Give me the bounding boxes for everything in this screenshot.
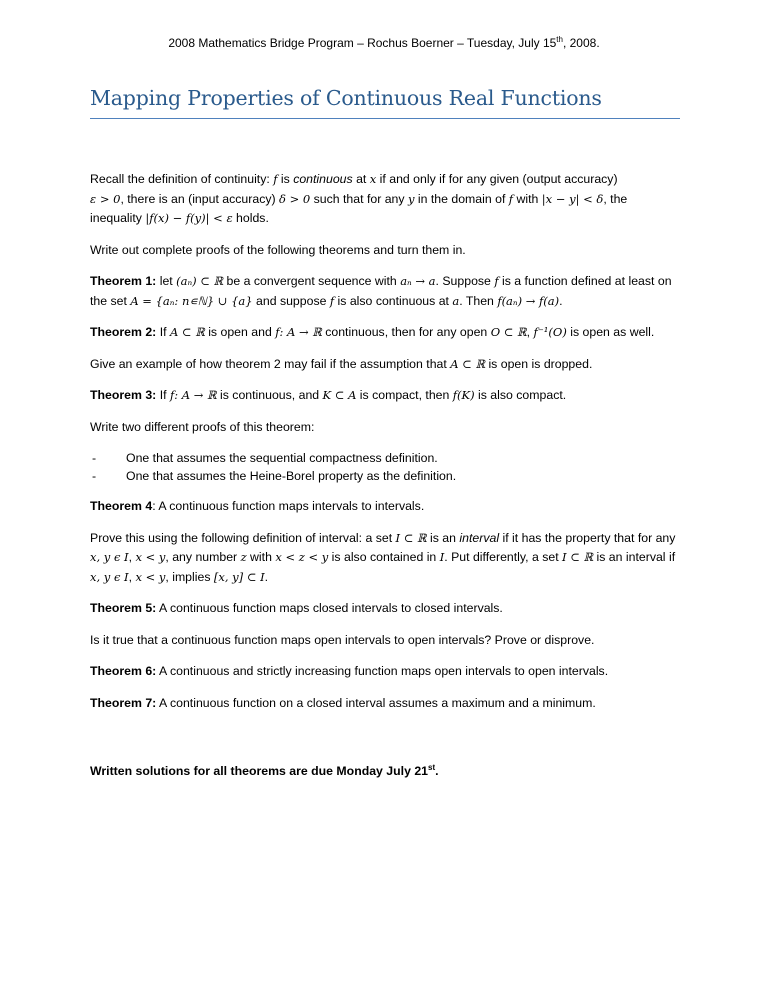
math: ε > 0 <box>90 191 121 206</box>
due-date-note <box>90 764 439 778</box>
list-item <box>90 449 680 467</box>
list-item <box>90 467 680 485</box>
text: is compact, then <box>356 388 453 402</box>
text: : A continuous function maps intervals to intervals. <box>152 499 425 513</box>
text: such that for any <box>310 191 408 206</box>
theorem-1 <box>90 272 680 311</box>
theorem-label: Theorem 1: <box>90 274 157 288</box>
theorem-4 <box>90 497 680 517</box>
text: . <box>559 293 563 308</box>
math: A ⊂ ℝ <box>450 356 486 371</box>
math: y <box>407 191 415 206</box>
text: is open and <box>204 325 276 339</box>
math: f <box>508 191 514 206</box>
math: f⁻¹(O) <box>533 325 567 339</box>
math: K ⊂ A <box>322 388 357 402</box>
math: I ⊂ ℝ <box>562 550 594 564</box>
text: If <box>156 325 170 339</box>
text: is also compact. <box>474 388 567 402</box>
text: A continuous and strictly increasing function maps open intervals to open intervals. <box>156 664 609 678</box>
page-header <box>0 36 768 50</box>
theorem-2 <box>90 323 680 343</box>
math: x, y ϵ I <box>90 569 129 584</box>
text: , there is an (input accuracy) <box>120 191 280 206</box>
text: , any number <box>165 550 241 564</box>
math: aₙ → a <box>400 274 436 288</box>
document-body <box>90 170 680 725</box>
theorem-6 <box>90 662 680 682</box>
theorem-5 <box>90 599 680 619</box>
text: . Put differently, a set <box>444 550 563 564</box>
due-superscript: st <box>428 762 436 772</box>
math: f <box>329 293 335 308</box>
theorem-label: Theorem 4 <box>90 499 153 513</box>
text: is open as well. <box>566 325 655 339</box>
header-text: 2008 Mathematics Bridge Program – Rochus Boerner – Tuesday, July 15 <box>168 36 557 50</box>
text: is a function defined at least on the set <box>90 274 672 308</box>
math: x < z < y <box>275 550 329 564</box>
text: , <box>128 550 136 564</box>
text: A continuous function on a closed interval assumes a maximum and a minimum. <box>156 695 596 710</box>
text: with <box>513 191 542 206</box>
emphasis: continuous <box>293 172 353 186</box>
math: x, y ϵ I <box>90 550 129 564</box>
math: f: A → ℝ <box>275 325 322 339</box>
text: continuous, then for any open <box>321 325 491 339</box>
continuity-definition <box>90 170 680 229</box>
math: A = {aₙ: n∊ℕ} ∪ {a} <box>130 293 253 308</box>
text: Give an example of how theorem 2 may fail if the assumption that <box>90 356 451 371</box>
two-proofs-intro: Write two different proofs of this theorem: <box>90 419 315 434</box>
text: if and only if for any given (output accuracy) <box>376 172 618 186</box>
text: , <box>128 569 136 584</box>
math: I ⊂ ℝ <box>395 530 427 545</box>
math: f(K) <box>452 388 475 402</box>
text: in the domain of <box>414 191 509 206</box>
list-item-text: One that assumes the Heine-Borel property as the definition. <box>126 469 457 483</box>
text: If <box>156 388 170 402</box>
text: is <box>277 172 294 186</box>
text: with <box>246 550 276 564</box>
header-text-end: , 2008. <box>562 36 600 50</box>
text: A continuous function maps closed intervals to closed intervals. <box>156 601 503 615</box>
example-prompt <box>90 355 680 375</box>
header-superscript: th <box>556 35 563 44</box>
text: , <box>526 325 534 339</box>
proof-list <box>90 449 680 485</box>
theorem-7 <box>90 694 680 714</box>
text: be a convergent sequence with <box>223 274 401 288</box>
theorem-label: Theorem 5: <box>90 601 157 615</box>
math: a <box>452 293 460 308</box>
text: Recall the definition of continuity: <box>90 172 274 186</box>
text: let <box>156 274 177 288</box>
open-interval-question: Is it true that a continuous function maps open intervals to open intervals? Prove or disprove. <box>90 632 595 647</box>
dash-bullet: - <box>92 451 97 465</box>
instruction-text: Write out complete proofs of the following theorems and turn them in. <box>90 242 466 257</box>
text: Prove this using the following definition of interval: a set <box>90 530 396 545</box>
math: f(aₙ) → f(a) <box>497 293 560 308</box>
text: is also continuous at <box>334 293 453 308</box>
text: , implies <box>165 569 214 584</box>
text: holds. <box>232 211 269 225</box>
math: x <box>369 172 377 186</box>
text: is also contained in <box>328 550 440 564</box>
text: . Suppose <box>435 274 495 288</box>
due-text: Written solutions for all theorems are due Monday July 21 <box>90 764 429 778</box>
theorem-label: Theorem 2: <box>90 325 157 339</box>
text: . Then <box>459 293 498 308</box>
dash-bullet: - <box>92 469 97 483</box>
math: |f(x) − f(y)| < ε <box>145 211 233 225</box>
text: , the inequality <box>90 191 628 225</box>
theorem-label: Theorem 7: <box>90 695 157 710</box>
title-underline <box>90 118 680 119</box>
math: x < y <box>135 569 166 584</box>
emphasis: interval <box>459 530 500 545</box>
due-end: . <box>435 764 439 778</box>
text: is an <box>426 530 460 545</box>
page-title: Mapping Properties of Continuous Real Functions <box>90 86 602 110</box>
math: f <box>494 274 499 288</box>
list-item-text: One that assumes the sequential compactness definition. <box>126 451 438 465</box>
math: z <box>240 550 247 564</box>
math: |x − y| < δ <box>541 191 604 206</box>
math: O ⊂ ℝ <box>490 325 527 339</box>
text: . <box>264 569 269 584</box>
text: and suppose <box>252 293 330 308</box>
math: A ⊂ ℝ <box>169 325 205 339</box>
text: is continuous, and <box>216 388 323 402</box>
math: f: A → ℝ <box>169 388 217 402</box>
math: f <box>273 172 278 186</box>
math: (aₙ) ⊂ ℝ <box>176 274 224 288</box>
text: if it has the property that for any <box>499 530 676 545</box>
math: I <box>439 550 445 564</box>
text: at <box>352 172 370 186</box>
theorem-label: Theorem 3: <box>90 388 157 402</box>
text: is open is dropped. <box>485 356 593 371</box>
math: x < y <box>135 550 166 564</box>
math: δ > 0 <box>279 191 311 206</box>
theorem-label: Theorem 6: <box>90 664 157 678</box>
interval-definition <box>90 529 680 588</box>
math: [x, y] ⊂ I <box>213 569 265 584</box>
theorem-3 <box>90 386 680 406</box>
text: is an interval if <box>593 550 676 564</box>
